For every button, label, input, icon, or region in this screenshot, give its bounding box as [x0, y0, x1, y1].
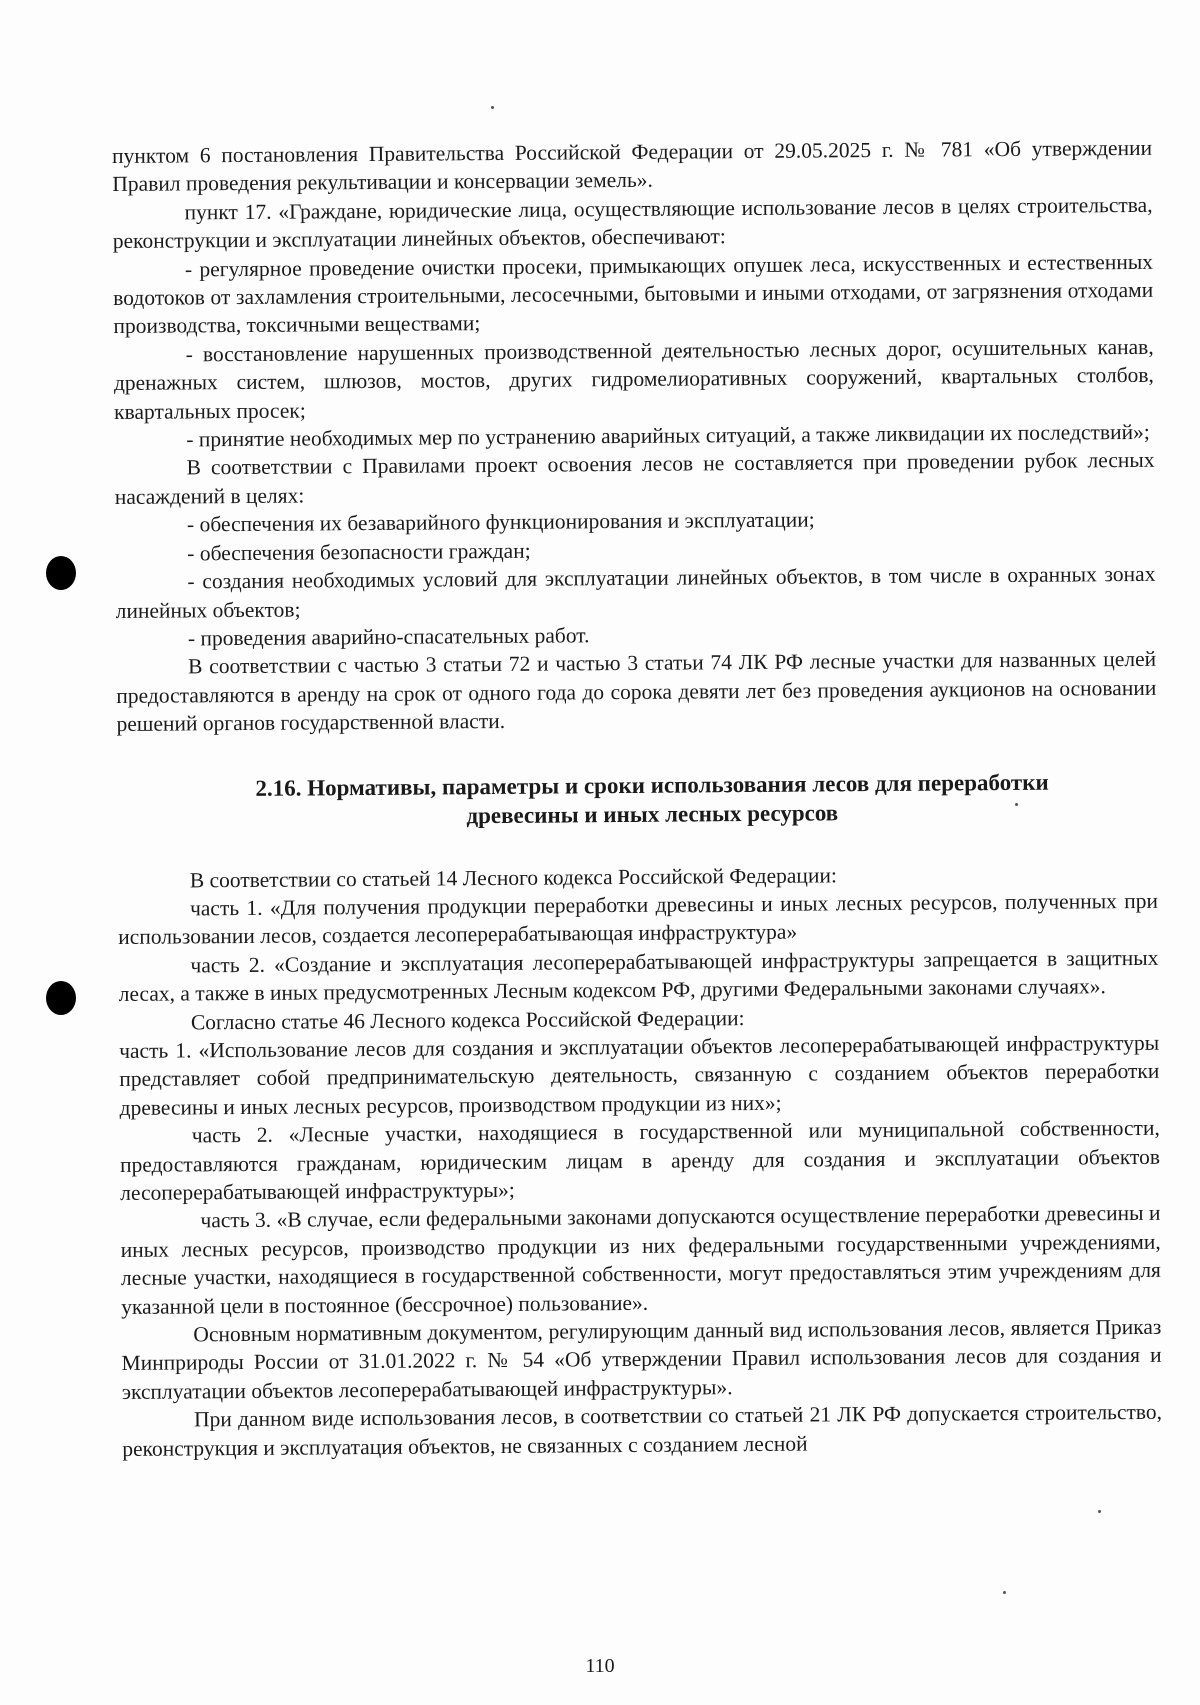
- scan-speck: [1003, 1591, 1006, 1594]
- paragraph: часть 2. «Лесные участки, находящиеся в государственной или муниципальной собственности, предоставляются гражданам, юридическим лицам в аренду для создания и эксплуатации объектов лесоперерабатывающей инфраструктуры»;: [119, 1115, 1161, 1205]
- list-item: - создания необходимых условий для эксплуатации линейных объектов, в том числе в охранных зонах линейных объектов;: [115, 561, 1156, 623]
- document-body: [112, 134, 1162, 1463]
- list-item: - восстановление нарушенных производственной деятельностью лесных дорог, осушительных канав, дренажных систем, шлюзов, мостов, других гидромелиоративных сооружений, квартальных столбов, квартальных просек;: [113, 334, 1154, 424]
- paragraph: Согласно статье 46 Лесного кодекса Российской Федерации:: [190, 1005, 745, 1034]
- paragraph: При данном виде использования лесов, в соответствии со статьей 21 ЛК РФ допускается строительство, реконструкция и эксплуатация объектов, не связанных с созданием лесной: [122, 1400, 1163, 1461]
- paragraph: часть 2. «Создание и эксплуатация лесоперерабатывающей инфраструктуры запрещается в защитных лесах, а также в иных предусмотренных Лесным кодексом РФ, другими Федеральными законами случаях».: [118, 945, 1159, 1007]
- section-heading: [117, 766, 1157, 832]
- paragraph: В соответствии с частью 3 статьи 72 и частью 3 статьи 74 ЛК РФ лесные участки для названных целей предоставляются в аренду на срок от одного года до сорока девяти лет без проведения аукционов на основании решений органов государственной власти.: [116, 647, 1157, 737]
- list-item: - обеспечения их безаварийного функционирования и эксплуатации;: [186, 507, 815, 537]
- paragraph: часть 1. «Использование лесов для создания и эксплуатации объектов лесоперерабатывающей инфраструктуры представляет собой предпринимательскую деятельность, связанную с созданием объектов переработки древесины и иных лесных ресурсов, производством продукции из них»;: [119, 1030, 1160, 1120]
- list-item: - проведения аварийно-спасательных работ.: [187, 623, 590, 651]
- paragraph: часть 3. «В случае, если федеральными законами допускаются осуществление переработки древесины и иных лесных ресурсов, производство продукции из них федеральными государственными учреждениями, лесные участки, находящиеся в государственной собственности, могут предоставляться этим учреждениям для указанной цели в постоянное (бессрочное) пользование».: [120, 1201, 1161, 1319]
- section-heading-line: древесины и иных лесных ресурсов: [466, 799, 839, 828]
- list-item: - регулярное проведение очистки просеки, примыкающих опушек леса, искусственных и естественных водотоков от захламления строительными, лесосечными, бытовыми и иными отходами, от загрязнения отходами производства, токсичными веществами;: [113, 249, 1154, 339]
- list-item: - принятие необходимых мер по устранению аварийных ситуаций, а также ликвидации их последствий»;: [186, 419, 1150, 452]
- scan-speck: [1098, 1510, 1101, 1513]
- paragraph: В соответствии со статьей 14 Лесного кодекса Российской Федерации:: [189, 862, 837, 892]
- section-heading-line: 2.16. Нормативы, параметры и сроки использования лесов для переработки: [255, 769, 1049, 801]
- paragraph: часть 1. «Для получения продукции переработки древесины и иных лесных ресурсов, полученных при использовании лесов, создается лесоперерабатывающая инфраструктура»: [118, 888, 1159, 950]
- paragraph: пункт 17. «Граждане, юридические лица, осуществляющие использование лесов в целях строительства, реконструкции и эксплуатации линейных объектов, обеспечивают:: [112, 192, 1153, 254]
- paragraph: В соответствии с Правилами проект освоения лесов не составляется при проведении рубок лесных насаждений в целях:: [114, 448, 1155, 509]
- paragraph: Основным нормативным документом, регулирующим данный вид использования лесов, является Приказ Минприроды России от 31.01.2022 г. № 54 «Об утверждении Правил использования лесов для создания и эксплуатации объектов лесоперерабатывающей инфраструктуры».: [121, 1314, 1162, 1404]
- paragraph: пунктом 6 постановления Правительства Российской Федерации от 29.05.2025 г. № 781 «Об утверждении Правил проведения рекультивации и консервации земель».: [112, 135, 1153, 197]
- punch-hole-mark: [46, 981, 76, 1015]
- page-number: 110: [585, 1655, 615, 1677]
- scan-speck: [491, 106, 494, 109]
- punch-hole-mark: [46, 556, 76, 590]
- list-item: - обеспечения безопасности граждан;: [187, 538, 531, 566]
